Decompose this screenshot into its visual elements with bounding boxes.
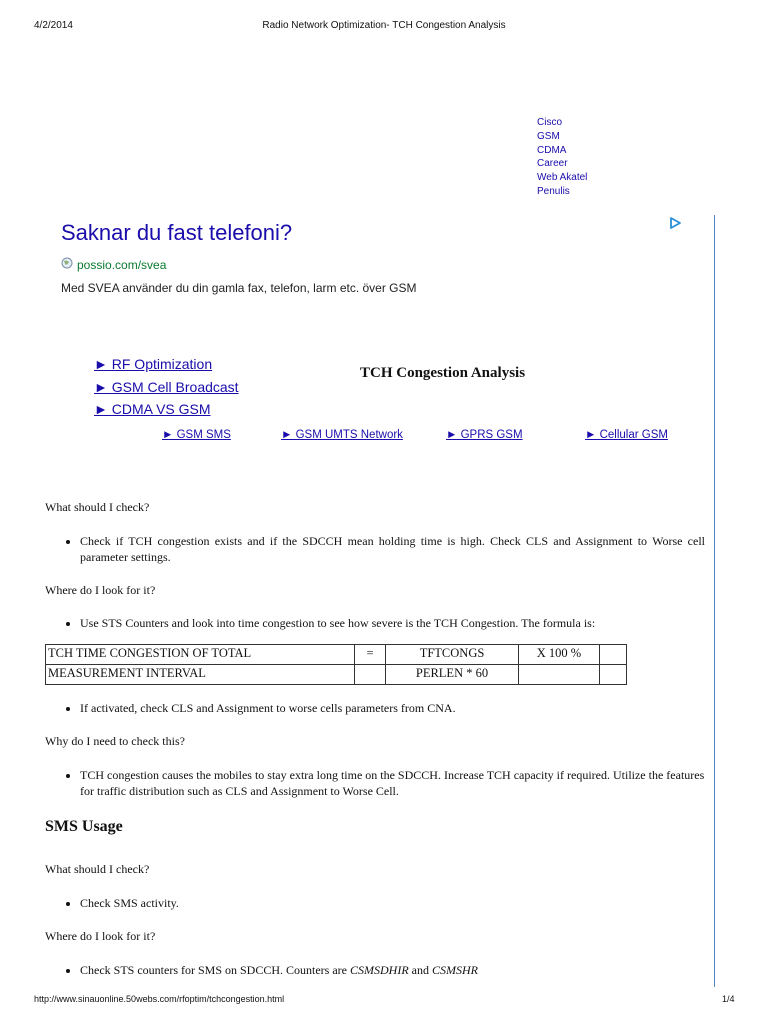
formula-numerator: TFTCONGS (386, 645, 519, 665)
answer-cls-assignment: • If activated, check CLS and Assignment to worse cells parameters from CNA. (80, 700, 705, 716)
formula-denominator: PERLEN * 60 (386, 665, 519, 685)
formula-empty-cell (600, 665, 627, 685)
article-content (45, 499, 705, 978)
answer-sms-counters-text: Check STS counters for SMS on SDCCH. Counters are (80, 963, 347, 977)
subnav-cellular-gsm[interactable]: ► Cellular GSM (585, 429, 668, 441)
answer-sms-counters (80, 962, 705, 978)
nav-links (94, 353, 239, 421)
ad-url-text: possio.com/svea (77, 257, 167, 272)
question-what-check: What should I check? (45, 500, 150, 514)
ad-description: Med SVEA använder du din gamla fax, telefon, larm etc. över GSM (61, 281, 417, 295)
top-link-career[interactable]: Career (537, 158, 568, 170)
print-footer-url: http://www.sinauonline.50webs.com/rfoptim/tchcongestion.html (34, 994, 285, 1004)
ad-title[interactable]: Saknar du fast telefoni? (61, 220, 293, 245)
globe-icon (61, 257, 73, 272)
subnav-gsm-umts-network[interactable]: ► GSM UMTS Network (281, 429, 403, 441)
page-title: TCH Congestion Analysis (360, 365, 526, 381)
formula-multiplier: X 100 % (519, 645, 600, 665)
answer-sts-counters: • Use STS Counters and look into time congestion to see how severe is the TCH Congestion. The formula is: (80, 615, 705, 631)
top-link-gsm[interactable]: GSM (537, 130, 560, 142)
top-link-web-akatel[interactable]: Web Akatel (537, 172, 588, 184)
question-sms-where-look: Where do I look for it? (45, 929, 156, 943)
formula-empty-cell (355, 665, 386, 685)
ad-url[interactable] (61, 257, 166, 272)
ad-border-line (714, 215, 715, 987)
question-why-check: Why do I need to check this? (45, 734, 185, 748)
top-link-penulis[interactable]: Penulis (537, 185, 570, 197)
formula-label-line2: MEASUREMENT INTERVAL (46, 665, 355, 685)
formula-label-line1: TCH TIME CONGESTION OF TOTAL (46, 645, 355, 665)
top-links (537, 116, 587, 199)
question-where-look: Where do I look for it? (45, 583, 156, 597)
formula-empty-cell (600, 645, 627, 665)
counter-csmshr: CSMSHR (432, 963, 478, 977)
print-title: Radio Network Optimization- TCH Congestion Analysis (262, 20, 506, 31)
answer-tch-congestion-causes: • TCH congestion causes the mobiles to stay extra long time on the SDCCH. Increase TCH capacity if required. Utilize the features for traffic distribution such as CLS and Assignment to Worse Cell. (80, 767, 705, 799)
top-link-cisco[interactable]: Cisco (537, 117, 563, 128)
subnav-gsm-sms[interactable]: ► GSM SMS (162, 429, 231, 441)
formula-table (45, 644, 627, 685)
question-sms-what-check: What should I check? (45, 862, 150, 876)
subnav-gprs-gsm[interactable]: ► GPRS GSM (446, 429, 523, 441)
answer-check-tch: • Check if TCH congestion exists and if the SDCCH mean holding time is high. Check CLS and Assignment to Worse cell parameter settings. (80, 533, 705, 565)
nav-link-rf-optimization[interactable]: ► RF Optimization (94, 356, 213, 372)
ad-choices-icon[interactable] (668, 216, 682, 235)
page-bottom-margin (0, 987, 768, 1024)
heading-sms-usage: SMS Usage (45, 818, 123, 835)
nav-link-cdma-vs-gsm[interactable]: ► CDMA VS GSM (94, 401, 211, 417)
answer-sms-and: and (411, 963, 429, 977)
answer-check-sms: • Check SMS activity. (80, 895, 705, 911)
print-page-number: 1/4 (722, 994, 735, 1004)
top-link-cdma[interactable]: CDMA (537, 144, 567, 156)
nav-link-gsm-cell-broadcast[interactable]: ► GSM Cell Broadcast (94, 378, 239, 395)
formula-empty-cell (519, 665, 600, 685)
counter-csmsdhir: CSMSDHIR (350, 963, 409, 977)
print-date: 4/2/2014 (34, 20, 73, 31)
formula-equals: = (355, 645, 386, 665)
